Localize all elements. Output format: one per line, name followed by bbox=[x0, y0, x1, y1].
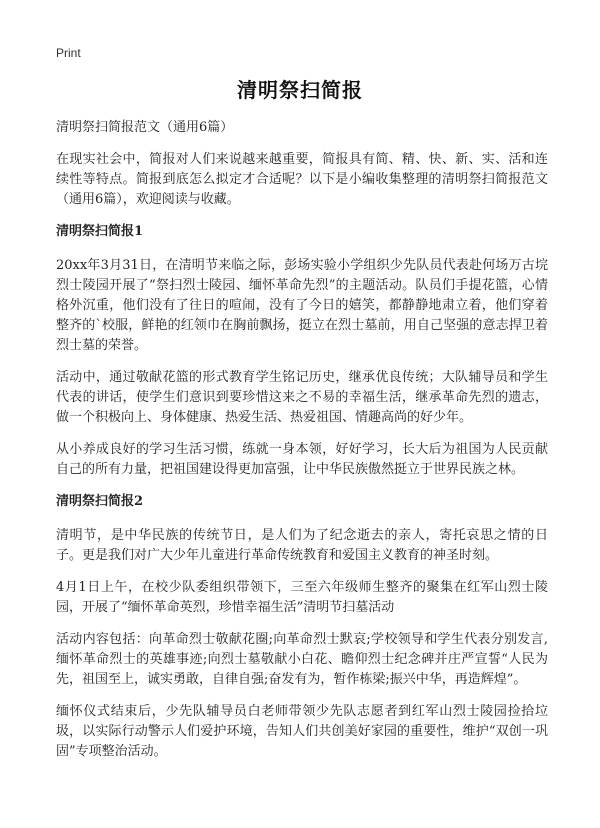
section-heading: 清明祭扫简报2 bbox=[56, 494, 144, 509]
print-link[interactable]: Print bbox=[56, 46, 81, 60]
section-heading: 清明祭扫简报1 bbox=[56, 224, 144, 239]
intro-line: 清明祭扫简报范文（通用6篇） bbox=[56, 120, 234, 135]
section-paragraph: 清明节，是中华民族的传统节日，是人们为了纪念逝去的亲人，寄托哀思之情的日子。更是我们对广大少年儿童进行革命传统教育和爱国主义教育的神圣时刻。 bbox=[56, 528, 548, 563]
document-body bbox=[56, 118, 548, 774]
section-paragraph: 缅怀仪式结束后，少先队辅导员白老师带领少先队志愿者到红军山烈士陵园捡拾垃圾，以实际行动警示人们爱护环境，告知人们共创美好家园的重要性，维护“双创一巩固”专项整治活动。 bbox=[56, 704, 548, 759]
page-title: 清明祭扫简报 bbox=[237, 78, 363, 102]
section-paragraph: 20xx年3月31日，在清明节来临之际，彭场实验小学组织少先队员代表赴何场万古垸烈士陵园开展了“祭扫烈士陵园、缅怀革命先烈”的主题活动。队员们手提花篮，心情格外沉重，他们没有了往日的喧闹，没有了今日的嬉笑，都静静地肃立着，他们穿着整齐的`校服，鲜艳的红领巾在胸前飘扬，挺立在烈士墓前，用自己坚强的意志捍卫着烈士墓的荣誉。 bbox=[56, 258, 548, 353]
section-paragraph: 从小养成良好的学习生活习惯，练就一身本领，好好学习，长大后为祖国为人民贡献自己的所有力量，把祖国建设得更加富强，让中华民族傲然挺立于世界民族之林。 bbox=[56, 442, 548, 477]
section-paragraph: 活动中，通过敬献花篮的形式教育学生铭记历史，继承优良传统；大队辅导员和学生代表的讲话，使学生们意识到要珍惜这来之不易的幸福生活，继承革命先烈的遗志，做一个积极向上、身体健康、热爱生活、热爱祖国、情趣高尚的好少年。 bbox=[56, 370, 548, 425]
section-paragraph: 活动内容包括：向革命烈士敬献花圈;向革命烈士默哀;学校领导和学生代表分别发言,缅怀革命烈士的英雄事迹;向烈士墓敬献小白花、瞻仰烈士纪念碑并庄严宣誓“人民为先，祖国至上，诚实勇敢，自律自强;奋发有为，暂作栋梁;振兴中华，再造辉煌”。 bbox=[56, 632, 548, 687]
section-paragraph: 4月1日上午，在校少队委组织带领下，三至六年级师生整齐的聚集在红军山烈士陵园，开展了“缅怀革命英烈，珍惜幸福生活”清明节扫墓活动 bbox=[56, 580, 548, 615]
intro-paragraph: 在现实社会中，简报对人们来说越来越重要，简报具有简、精、快、新、实、活和连续性等特点。简报到底怎么拟定才合适呢？以下是小编收集整理的清明祭扫简报范文（通用6篇），欢迎阅读与收藏。 bbox=[56, 152, 548, 207]
